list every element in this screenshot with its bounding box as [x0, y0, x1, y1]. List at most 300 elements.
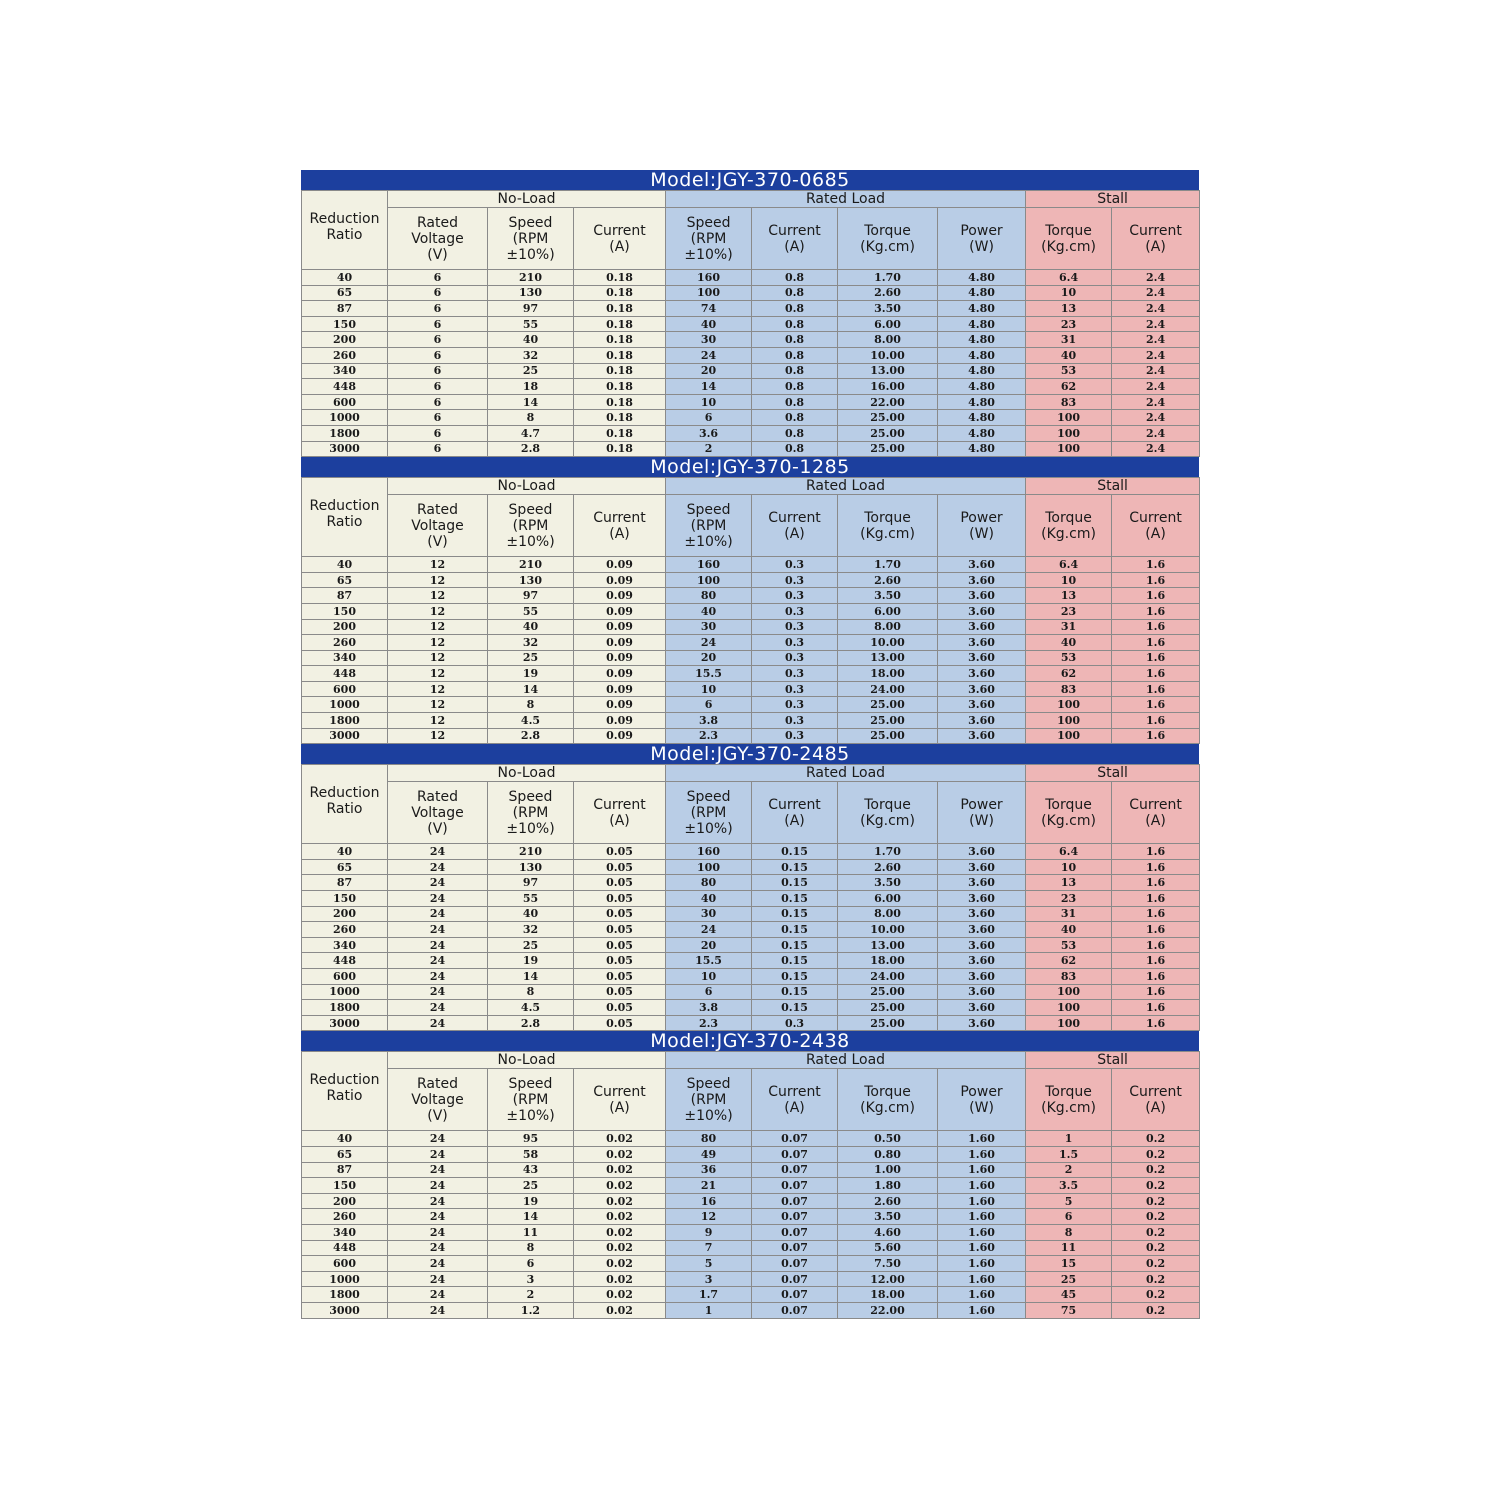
cell-rated-voltage: 24: [388, 1131, 488, 1147]
spec-table: [301, 1051, 1200, 1318]
cell-rated-power: 3.60: [938, 937, 1026, 953]
cell-reduction-ratio: 87: [302, 1162, 388, 1178]
cell-rated-voltage: 24: [388, 1015, 488, 1031]
cell-rated-speed: 20: [666, 937, 752, 953]
group-no-load: No-Load: [388, 765, 666, 782]
cell-rated-torque: 13.00: [838, 650, 938, 666]
group-no-load: No-Load: [388, 478, 666, 495]
cell-rated-power: 3.60: [938, 1000, 1026, 1016]
table-row: [302, 588, 1200, 604]
cell-stall-current: 2.4: [1112, 425, 1200, 441]
cell-rated-speed: 100: [666, 285, 752, 301]
header-line: Rated: [417, 214, 458, 231]
header-line: ±10%): [684, 820, 733, 837]
cell-rated-power: 3.60: [938, 557, 1026, 573]
cell-rated-current: 0.15: [752, 875, 838, 891]
cell-rated-voltage: 24: [388, 1193, 488, 1209]
cell-rated-power: 3.60: [938, 588, 1026, 604]
model-block: [301, 1031, 1199, 1318]
cell-rated-speed: 74: [666, 301, 752, 317]
cell-reduction-ratio: 448: [302, 379, 388, 395]
header-line: Ratio: [326, 801, 363, 818]
cell-rated-current: 0.07: [752, 1287, 838, 1303]
header-stall-torque: [1026, 208, 1112, 270]
cell-noload-current: 0.18: [574, 441, 666, 457]
cell-reduction-ratio: 340: [302, 1224, 388, 1240]
header-line: Ratio: [326, 1088, 363, 1105]
header-line: Current: [593, 1083, 646, 1100]
cell-stall-torque: 40: [1026, 347, 1112, 363]
header-line: (V): [427, 533, 448, 550]
cell-rated-torque: 25.00: [838, 410, 938, 426]
cell-stall-current: 2.4: [1112, 332, 1200, 348]
group-stall: Stall: [1026, 478, 1200, 495]
cell-rated-power: 3.60: [938, 650, 1026, 666]
cell-rated-speed: 3: [666, 1271, 752, 1287]
table-row: [302, 1000, 1200, 1016]
cell-rated-power: 1.60: [938, 1224, 1026, 1240]
cell-noload-current: 0.02: [574, 1209, 666, 1225]
cell-noload-speed: 55: [488, 891, 574, 907]
header-rated-voltage: [388, 495, 488, 557]
header-line: Power: [960, 222, 1003, 239]
cell-rated-speed: 3.8: [666, 713, 752, 729]
cell-noload-current: 0.05: [574, 953, 666, 969]
cell-rated-current: 0.3: [752, 1015, 838, 1031]
cell-rated-speed: 24: [666, 922, 752, 938]
cell-noload-speed: 19: [488, 953, 574, 969]
cell-rated-torque: 25.00: [838, 984, 938, 1000]
header-line: (W): [969, 812, 994, 829]
cell-reduction-ratio: 3000: [302, 1015, 388, 1031]
cell-noload-current: 0.05: [574, 969, 666, 985]
table-row: [302, 441, 1200, 457]
cell-rated-voltage: 6: [388, 332, 488, 348]
cell-rated-torque: 3.50: [838, 1209, 938, 1225]
header-rated-power: [938, 782, 1026, 844]
cell-noload-current: 0.05: [574, 906, 666, 922]
cell-noload-current: 0.18: [574, 347, 666, 363]
cell-reduction-ratio: 3000: [302, 728, 388, 744]
header-line: Reduction: [309, 1072, 380, 1089]
cell-stall-current: 0.2: [1112, 1178, 1200, 1194]
table-row: [302, 635, 1200, 651]
cell-stall-torque: 8: [1026, 1224, 1112, 1240]
cell-rated-voltage: 24: [388, 1178, 488, 1194]
cell-noload-current: 0.02: [574, 1256, 666, 1272]
cell-stall-torque: 83: [1026, 394, 1112, 410]
cell-rated-speed: 30: [666, 332, 752, 348]
cell-noload-speed: 95: [488, 1131, 574, 1147]
header-line: Current: [1129, 1083, 1182, 1100]
cell-stall-torque: 10: [1026, 285, 1112, 301]
cell-rated-current: 0.15: [752, 953, 838, 969]
cell-stall-current: 1.6: [1112, 635, 1200, 651]
header-line: ±10%): [506, 1107, 555, 1124]
cell-stall-torque: 31: [1026, 906, 1112, 922]
header-line: Current: [768, 509, 821, 526]
cell-stall-torque: 100: [1026, 425, 1112, 441]
cell-stall-torque: 6: [1026, 1209, 1112, 1225]
header-line: Voltage: [411, 517, 464, 534]
header-noload-current: [574, 495, 666, 557]
cell-rated-voltage: 24: [388, 1256, 488, 1272]
header-line: Power: [960, 509, 1003, 526]
cell-rated-power: 3.60: [938, 984, 1026, 1000]
cell-rated-voltage: 12: [388, 619, 488, 635]
header-line: Rated: [417, 788, 458, 805]
cell-rated-torque: 1.70: [838, 844, 938, 860]
cell-rated-speed: 10: [666, 681, 752, 697]
header-rated-power: [938, 495, 1026, 557]
cell-rated-power: 4.80: [938, 441, 1026, 457]
table-row: [302, 1193, 1200, 1209]
cell-reduction-ratio: 200: [302, 1193, 388, 1209]
cell-rated-power: 1.60: [938, 1131, 1026, 1147]
header-line: Current: [1129, 509, 1182, 526]
cell-reduction-ratio: 600: [302, 681, 388, 697]
table-row: [302, 1287, 1200, 1303]
cell-rated-voltage: 24: [388, 1240, 488, 1256]
cell-rated-speed: 2: [666, 441, 752, 457]
cell-rated-speed: 3.8: [666, 1000, 752, 1016]
cell-rated-voltage: 12: [388, 697, 488, 713]
cell-rated-torque: 10.00: [838, 635, 938, 651]
cell-rated-power: 4.80: [938, 301, 1026, 317]
cell-stall-torque: 53: [1026, 363, 1112, 379]
cell-reduction-ratio: 448: [302, 666, 388, 682]
cell-rated-current: 0.15: [752, 922, 838, 938]
cell-stall-current: 1.6: [1112, 859, 1200, 875]
cell-noload-speed: 210: [488, 557, 574, 573]
header-line: (Kg.cm): [1041, 812, 1096, 829]
header-line: Rated: [417, 501, 458, 518]
header-line: (Kg.cm): [860, 1099, 915, 1116]
table-row: [302, 379, 1200, 395]
table-row: [302, 922, 1200, 938]
cell-rated-power: 1.60: [938, 1302, 1026, 1318]
cell-noload-current: 0.18: [574, 285, 666, 301]
cell-rated-current: 0.07: [752, 1271, 838, 1287]
header-line: Reduction: [309, 785, 380, 802]
cell-rated-voltage: 6: [388, 347, 488, 363]
cell-rated-speed: 36: [666, 1162, 752, 1178]
cell-noload-current: 0.18: [574, 363, 666, 379]
group-stall: Stall: [1026, 765, 1200, 782]
header-line: (V): [427, 246, 448, 263]
cell-noload-speed: 97: [488, 301, 574, 317]
header-rated-torque: [838, 782, 938, 844]
cell-rated-current: 0.07: [752, 1131, 838, 1147]
cell-rated-power: 3.60: [938, 666, 1026, 682]
cell-rated-torque: 7.50: [838, 1256, 938, 1272]
header-line: (W): [969, 1099, 994, 1116]
cell-reduction-ratio: 150: [302, 891, 388, 907]
header-line: Speed: [508, 501, 553, 518]
cell-rated-torque: 16.00: [838, 379, 938, 395]
cell-rated-power: 1.60: [938, 1240, 1026, 1256]
header-line: (A): [784, 525, 805, 542]
header-line: (W): [969, 525, 994, 542]
cell-rated-voltage: 6: [388, 441, 488, 457]
cell-reduction-ratio: 87: [302, 301, 388, 317]
cell-rated-current: 0.3: [752, 588, 838, 604]
cell-stall-current: 0.2: [1112, 1162, 1200, 1178]
table-row: [302, 697, 1200, 713]
cell-rated-speed: 10: [666, 394, 752, 410]
header-line: Current: [768, 1083, 821, 1100]
cell-reduction-ratio: 1800: [302, 1000, 388, 1016]
table-row: [302, 425, 1200, 441]
cell-rated-voltage: 12: [388, 728, 488, 744]
table-row: [302, 1302, 1200, 1318]
cell-reduction-ratio: 65: [302, 572, 388, 588]
cell-stall-torque: 1.5: [1026, 1146, 1112, 1162]
cell-rated-current: 0.8: [752, 332, 838, 348]
cell-rated-torque: 25.00: [838, 425, 938, 441]
header-reduction-ratio: [302, 765, 388, 844]
cell-rated-power: 3.60: [938, 681, 1026, 697]
cell-stall-current: 2.4: [1112, 316, 1200, 332]
header-reduction-ratio: [302, 191, 388, 270]
cell-noload-current: 0.02: [574, 1240, 666, 1256]
cell-rated-current: 0.8: [752, 347, 838, 363]
cell-rated-voltage: 6: [388, 270, 488, 286]
header-line: (RPM: [512, 517, 549, 534]
cell-rated-power: 3.60: [938, 713, 1026, 729]
table-row: [302, 969, 1200, 985]
cell-rated-power: 3.60: [938, 1015, 1026, 1031]
header-rated-current: [752, 208, 838, 270]
cell-rated-current: 0.07: [752, 1302, 838, 1318]
cell-rated-voltage: 6: [388, 301, 488, 317]
header-line: Ratio: [326, 514, 363, 531]
table-row: [302, 316, 1200, 332]
cell-noload-speed: 97: [488, 875, 574, 891]
header-line: Torque: [1045, 222, 1092, 239]
cell-rated-speed: 6: [666, 984, 752, 1000]
header-line: (RPM: [690, 1091, 727, 1108]
cell-noload-current: 0.05: [574, 984, 666, 1000]
cell-rated-torque: 25.00: [838, 1000, 938, 1016]
cell-reduction-ratio: 87: [302, 875, 388, 891]
cell-rated-power: 4.80: [938, 316, 1026, 332]
header-rated-torque: [838, 208, 938, 270]
cell-noload-speed: 130: [488, 572, 574, 588]
cell-reduction-ratio: 65: [302, 859, 388, 875]
cell-rated-voltage: 6: [388, 425, 488, 441]
header-line: (Kg.cm): [1041, 238, 1096, 255]
table-row: [302, 713, 1200, 729]
cell-rated-voltage: 6: [388, 363, 488, 379]
cell-rated-torque: 2.60: [838, 1193, 938, 1209]
cell-rated-speed: 30: [666, 906, 752, 922]
header-line: (RPM: [690, 517, 727, 534]
cell-rated-torque: 0.80: [838, 1146, 938, 1162]
cell-noload-speed: 2.8: [488, 728, 574, 744]
cell-rated-speed: 80: [666, 588, 752, 604]
cell-rated-torque: 22.00: [838, 1302, 938, 1318]
cell-noload-speed: 4.5: [488, 713, 574, 729]
header-line: Current: [1129, 796, 1182, 813]
cell-noload-current: 0.05: [574, 875, 666, 891]
cell-stall-torque: 13: [1026, 588, 1112, 604]
cell-rated-voltage: 6: [388, 410, 488, 426]
cell-rated-torque: 18.00: [838, 666, 938, 682]
header-line: Speed: [508, 214, 553, 231]
cell-stall-torque: 6.4: [1026, 557, 1112, 573]
header-line: Power: [960, 1083, 1003, 1100]
header-line: Speed: [508, 788, 553, 805]
cell-rated-power: 3.60: [938, 635, 1026, 651]
cell-rated-voltage: 24: [388, 984, 488, 1000]
cell-reduction-ratio: 200: [302, 332, 388, 348]
cell-rated-voltage: 24: [388, 922, 488, 938]
cell-noload-current: 0.09: [574, 619, 666, 635]
header-noload-current: [574, 1069, 666, 1131]
header-line: Power: [960, 796, 1003, 813]
cell-stall-current: 1.6: [1112, 728, 1200, 744]
cell-noload-current: 0.18: [574, 270, 666, 286]
group-rated-load: Rated Load: [666, 478, 1026, 495]
cell-rated-voltage: 24: [388, 875, 488, 891]
cell-stall-current: 1.6: [1112, 557, 1200, 573]
cell-noload-speed: 14: [488, 681, 574, 697]
cell-noload-speed: 32: [488, 635, 574, 651]
header-line: Voltage: [411, 230, 464, 247]
cell-stall-current: 2.4: [1112, 270, 1200, 286]
cell-rated-speed: 160: [666, 557, 752, 573]
cell-stall-current: 1.6: [1112, 713, 1200, 729]
cell-rated-voltage: 24: [388, 937, 488, 953]
header-rated-current: [752, 495, 838, 557]
cell-rated-voltage: 24: [388, 953, 488, 969]
cell-noload-current: 0.02: [574, 1178, 666, 1194]
header-line: (Kg.cm): [860, 812, 915, 829]
cell-rated-torque: 3.50: [838, 301, 938, 317]
table-row: [302, 984, 1200, 1000]
header-rated-speed: [666, 782, 752, 844]
cell-noload-speed: 40: [488, 332, 574, 348]
header-line: Torque: [864, 796, 911, 813]
cell-rated-torque: 22.00: [838, 394, 938, 410]
cell-stall-current: 1.6: [1112, 572, 1200, 588]
cell-rated-speed: 21: [666, 1178, 752, 1194]
cell-stall-torque: 1: [1026, 1131, 1112, 1147]
cell-rated-current: 0.3: [752, 666, 838, 682]
cell-noload-current: 0.09: [574, 603, 666, 619]
header-line: Current: [593, 509, 646, 526]
cell-rated-speed: 3.6: [666, 425, 752, 441]
cell-rated-speed: 20: [666, 363, 752, 379]
cell-rated-current: 0.8: [752, 363, 838, 379]
cell-rated-speed: 20: [666, 650, 752, 666]
cell-stall-current: 1.6: [1112, 588, 1200, 604]
cell-rated-speed: 1.7: [666, 1287, 752, 1303]
cell-rated-power: 3.60: [938, 844, 1026, 860]
cell-noload-current: 0.09: [574, 650, 666, 666]
cell-rated-voltage: 24: [388, 1146, 488, 1162]
cell-noload-speed: 55: [488, 603, 574, 619]
cell-stall-current: 1.6: [1112, 922, 1200, 938]
cell-rated-voltage: 24: [388, 906, 488, 922]
cell-noload-current: 0.18: [574, 425, 666, 441]
cell-rated-torque: 10.00: [838, 922, 938, 938]
model-title: Model:JGY-370-0685: [301, 170, 1199, 190]
header-line: (A): [609, 238, 630, 255]
cell-rated-current: 0.3: [752, 728, 838, 744]
header-noload-speed: [488, 495, 574, 557]
header-line: (A): [1145, 812, 1166, 829]
spec-table: [301, 190, 1200, 457]
table-row: [302, 650, 1200, 666]
header-line: (A): [1145, 1099, 1166, 1116]
model-title: Model:JGY-370-2485: [301, 744, 1199, 764]
cell-stall-torque: 10: [1026, 572, 1112, 588]
cell-stall-torque: 23: [1026, 603, 1112, 619]
cell-stall-current: 0.2: [1112, 1193, 1200, 1209]
cell-reduction-ratio: 200: [302, 906, 388, 922]
table-row: [302, 1240, 1200, 1256]
header-stall-torque: [1026, 495, 1112, 557]
cell-stall-torque: 15: [1026, 1256, 1112, 1272]
cell-noload-speed: 2.8: [488, 441, 574, 457]
cell-stall-current: 1.6: [1112, 875, 1200, 891]
cell-noload-speed: 14: [488, 1209, 574, 1225]
cell-rated-current: 0.07: [752, 1162, 838, 1178]
cell-stall-torque: 40: [1026, 922, 1112, 938]
cell-noload-speed: 32: [488, 347, 574, 363]
cell-noload-speed: 4.7: [488, 425, 574, 441]
cell-rated-power: 4.80: [938, 410, 1026, 426]
cell-stall-torque: 62: [1026, 666, 1112, 682]
cell-rated-voltage: 24: [388, 1209, 488, 1225]
cell-stall-torque: 83: [1026, 681, 1112, 697]
cell-noload-current: 0.09: [574, 697, 666, 713]
cell-rated-current: 0.3: [752, 557, 838, 573]
header-line: Current: [768, 796, 821, 813]
table-row: [302, 603, 1200, 619]
cell-reduction-ratio: 65: [302, 285, 388, 301]
header-line: Torque: [1045, 1083, 1092, 1100]
cell-stall-torque: 2: [1026, 1162, 1112, 1178]
cell-rated-current: 0.8: [752, 301, 838, 317]
cell-rated-speed: 10: [666, 969, 752, 985]
cell-rated-current: 0.07: [752, 1256, 838, 1272]
cell-rated-torque: 6.00: [838, 316, 938, 332]
cell-stall-current: 1.6: [1112, 697, 1200, 713]
cell-rated-current: 0.07: [752, 1209, 838, 1225]
cell-noload-current: 0.18: [574, 316, 666, 332]
cell-rated-speed: 9: [666, 1224, 752, 1240]
cell-rated-torque: 25.00: [838, 1015, 938, 1031]
cell-rated-torque: 6.00: [838, 891, 938, 907]
header-line: (V): [427, 820, 448, 837]
table-row: [302, 1178, 1200, 1194]
cell-stall-current: 1.6: [1112, 603, 1200, 619]
cell-reduction-ratio: 260: [302, 1209, 388, 1225]
cell-noload-current: 0.18: [574, 410, 666, 426]
cell-rated-voltage: 12: [388, 557, 488, 573]
cell-rated-speed: 2.3: [666, 728, 752, 744]
cell-noload-speed: 1.2: [488, 1302, 574, 1318]
cell-rated-current: 0.8: [752, 379, 838, 395]
cell-rated-torque: 6.00: [838, 603, 938, 619]
cell-stall-current: 1.6: [1112, 681, 1200, 697]
cell-rated-torque: 10.00: [838, 347, 938, 363]
table-row: [302, 347, 1200, 363]
cell-reduction-ratio: 448: [302, 1240, 388, 1256]
